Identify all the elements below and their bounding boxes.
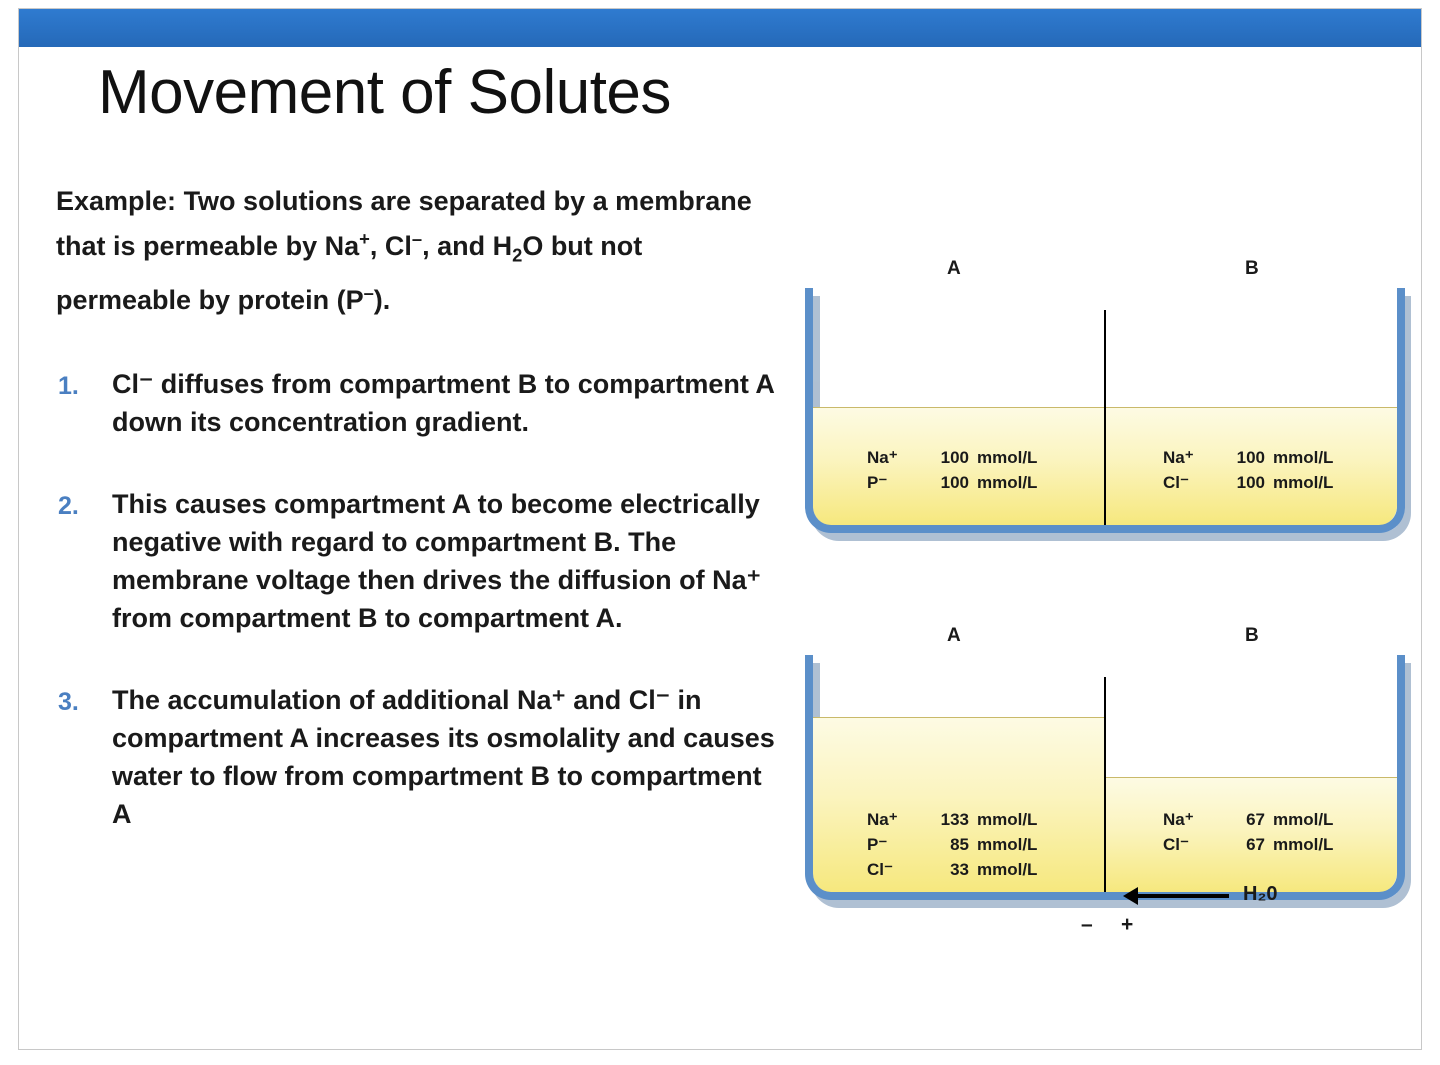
ion-value: 100 [940,448,969,467]
list-item [56,485,776,637]
cl-charge-sup: – [411,228,423,249]
ion-unit: mmol/L [1273,810,1334,829]
concentration-list-a [867,445,1037,495]
compartment-b-label: B [1245,625,1259,646]
diagram-initial-state [805,258,1415,578]
ion-value: 100 [1236,473,1265,492]
concentration-list-a [867,807,1037,882]
na-charge-sup: + [359,228,370,249]
concentration-row [867,807,1037,832]
concentration-row [867,857,1037,882]
protein-charge-sup: – [363,282,374,304]
charge-negative-label: – [1081,913,1093,936]
ion-unit: mmol/L [977,473,1038,492]
ion-symbol: Na⁺ [867,448,898,467]
concentration-row [1163,470,1333,495]
page-title: Movement of Solutes [98,58,671,127]
arrow-head-left-icon [1123,887,1138,905]
list-item-text: This causes compartment A to become electrically negative with regard to compartment B. The membrane voltage then drives the diffusion of Na⁺ from compartment B to compartment A. [112,489,761,634]
ion-value: 133 [940,810,969,829]
beaker-container [805,288,1405,533]
ion-symbol: Na⁺ [867,810,898,829]
ion-unit: mmol/L [977,448,1038,467]
arrow-shaft [1137,894,1229,898]
example-paragraph [56,182,776,319]
ion-symbol: Na⁺ [1163,448,1194,467]
list-item [56,681,776,833]
membrane-divider [1104,677,1106,892]
list-item-number: 2. [58,492,79,521]
water-subscript: 2 [512,244,523,266]
diagram-equilibrium-state [805,625,1415,945]
charge-positive-label: + [1121,913,1134,936]
example-label: Example: [56,186,177,216]
ion-value: 100 [1236,448,1265,467]
example-text-5: ). [373,285,391,316]
ion-value: 100 [940,473,969,492]
list-item [56,365,776,441]
ion-unit: mmol/L [1273,473,1334,492]
ion-value: 67 [1246,835,1265,854]
concentration-row [1163,807,1333,832]
ion-unit: mmol/L [977,860,1038,879]
concentration-row [1163,832,1333,857]
example-text-1: Two solutions are separated by a membrane that is permeable by Na [56,186,752,261]
concentration-row [867,445,1037,470]
ion-symbol: P⁻ [867,473,888,492]
list-item-text: The accumulation of additional Na⁺ and Cl⁻ in compartment A increases its osmolality and causes water to flow from compartment B to compartment A [112,685,775,830]
ion-value: 85 [950,835,969,854]
list-item-text: Cl⁻ diffuses from compartment B to compartment A down its concentration gradient. [112,369,774,438]
ion-value: 67 [1246,810,1265,829]
concentration-list-b [1163,807,1333,857]
list-item-number: 3. [58,688,79,717]
beaker-container [805,655,1405,936]
ion-symbol: Cl⁻ [1163,473,1189,492]
membrane-divider [1104,310,1106,525]
concentration-row [1163,445,1333,470]
ion-symbol: P⁻ [867,835,888,854]
example-text-3: , and H [422,231,513,261]
ion-unit: mmol/L [1273,448,1334,467]
ion-symbol: Na⁺ [1163,810,1194,829]
compartment-b-label: B [1245,258,1259,279]
concentration-list-b [1163,445,1333,495]
ion-unit: mmol/L [1273,835,1334,854]
compartment-a-label: A [947,625,961,646]
slide-body-text [56,182,776,877]
concentration-row [867,470,1037,495]
compartment-a-label: A [947,258,961,279]
ion-value: 33 [950,860,969,879]
concentration-row [867,832,1037,857]
example-text-4: O but not permeable by protein (P [56,231,643,316]
list-item-number: 1. [58,372,79,401]
water-label: H₂0 [1243,883,1278,905]
ion-unit: mmol/L [977,810,1038,829]
title-bar-accent [19,9,1421,47]
ion-symbol: Cl⁻ [867,860,893,879]
ion-unit: mmol/L [977,835,1038,854]
ion-symbol: Cl⁻ [1163,835,1189,854]
example-text-2: , Cl [369,231,412,261]
